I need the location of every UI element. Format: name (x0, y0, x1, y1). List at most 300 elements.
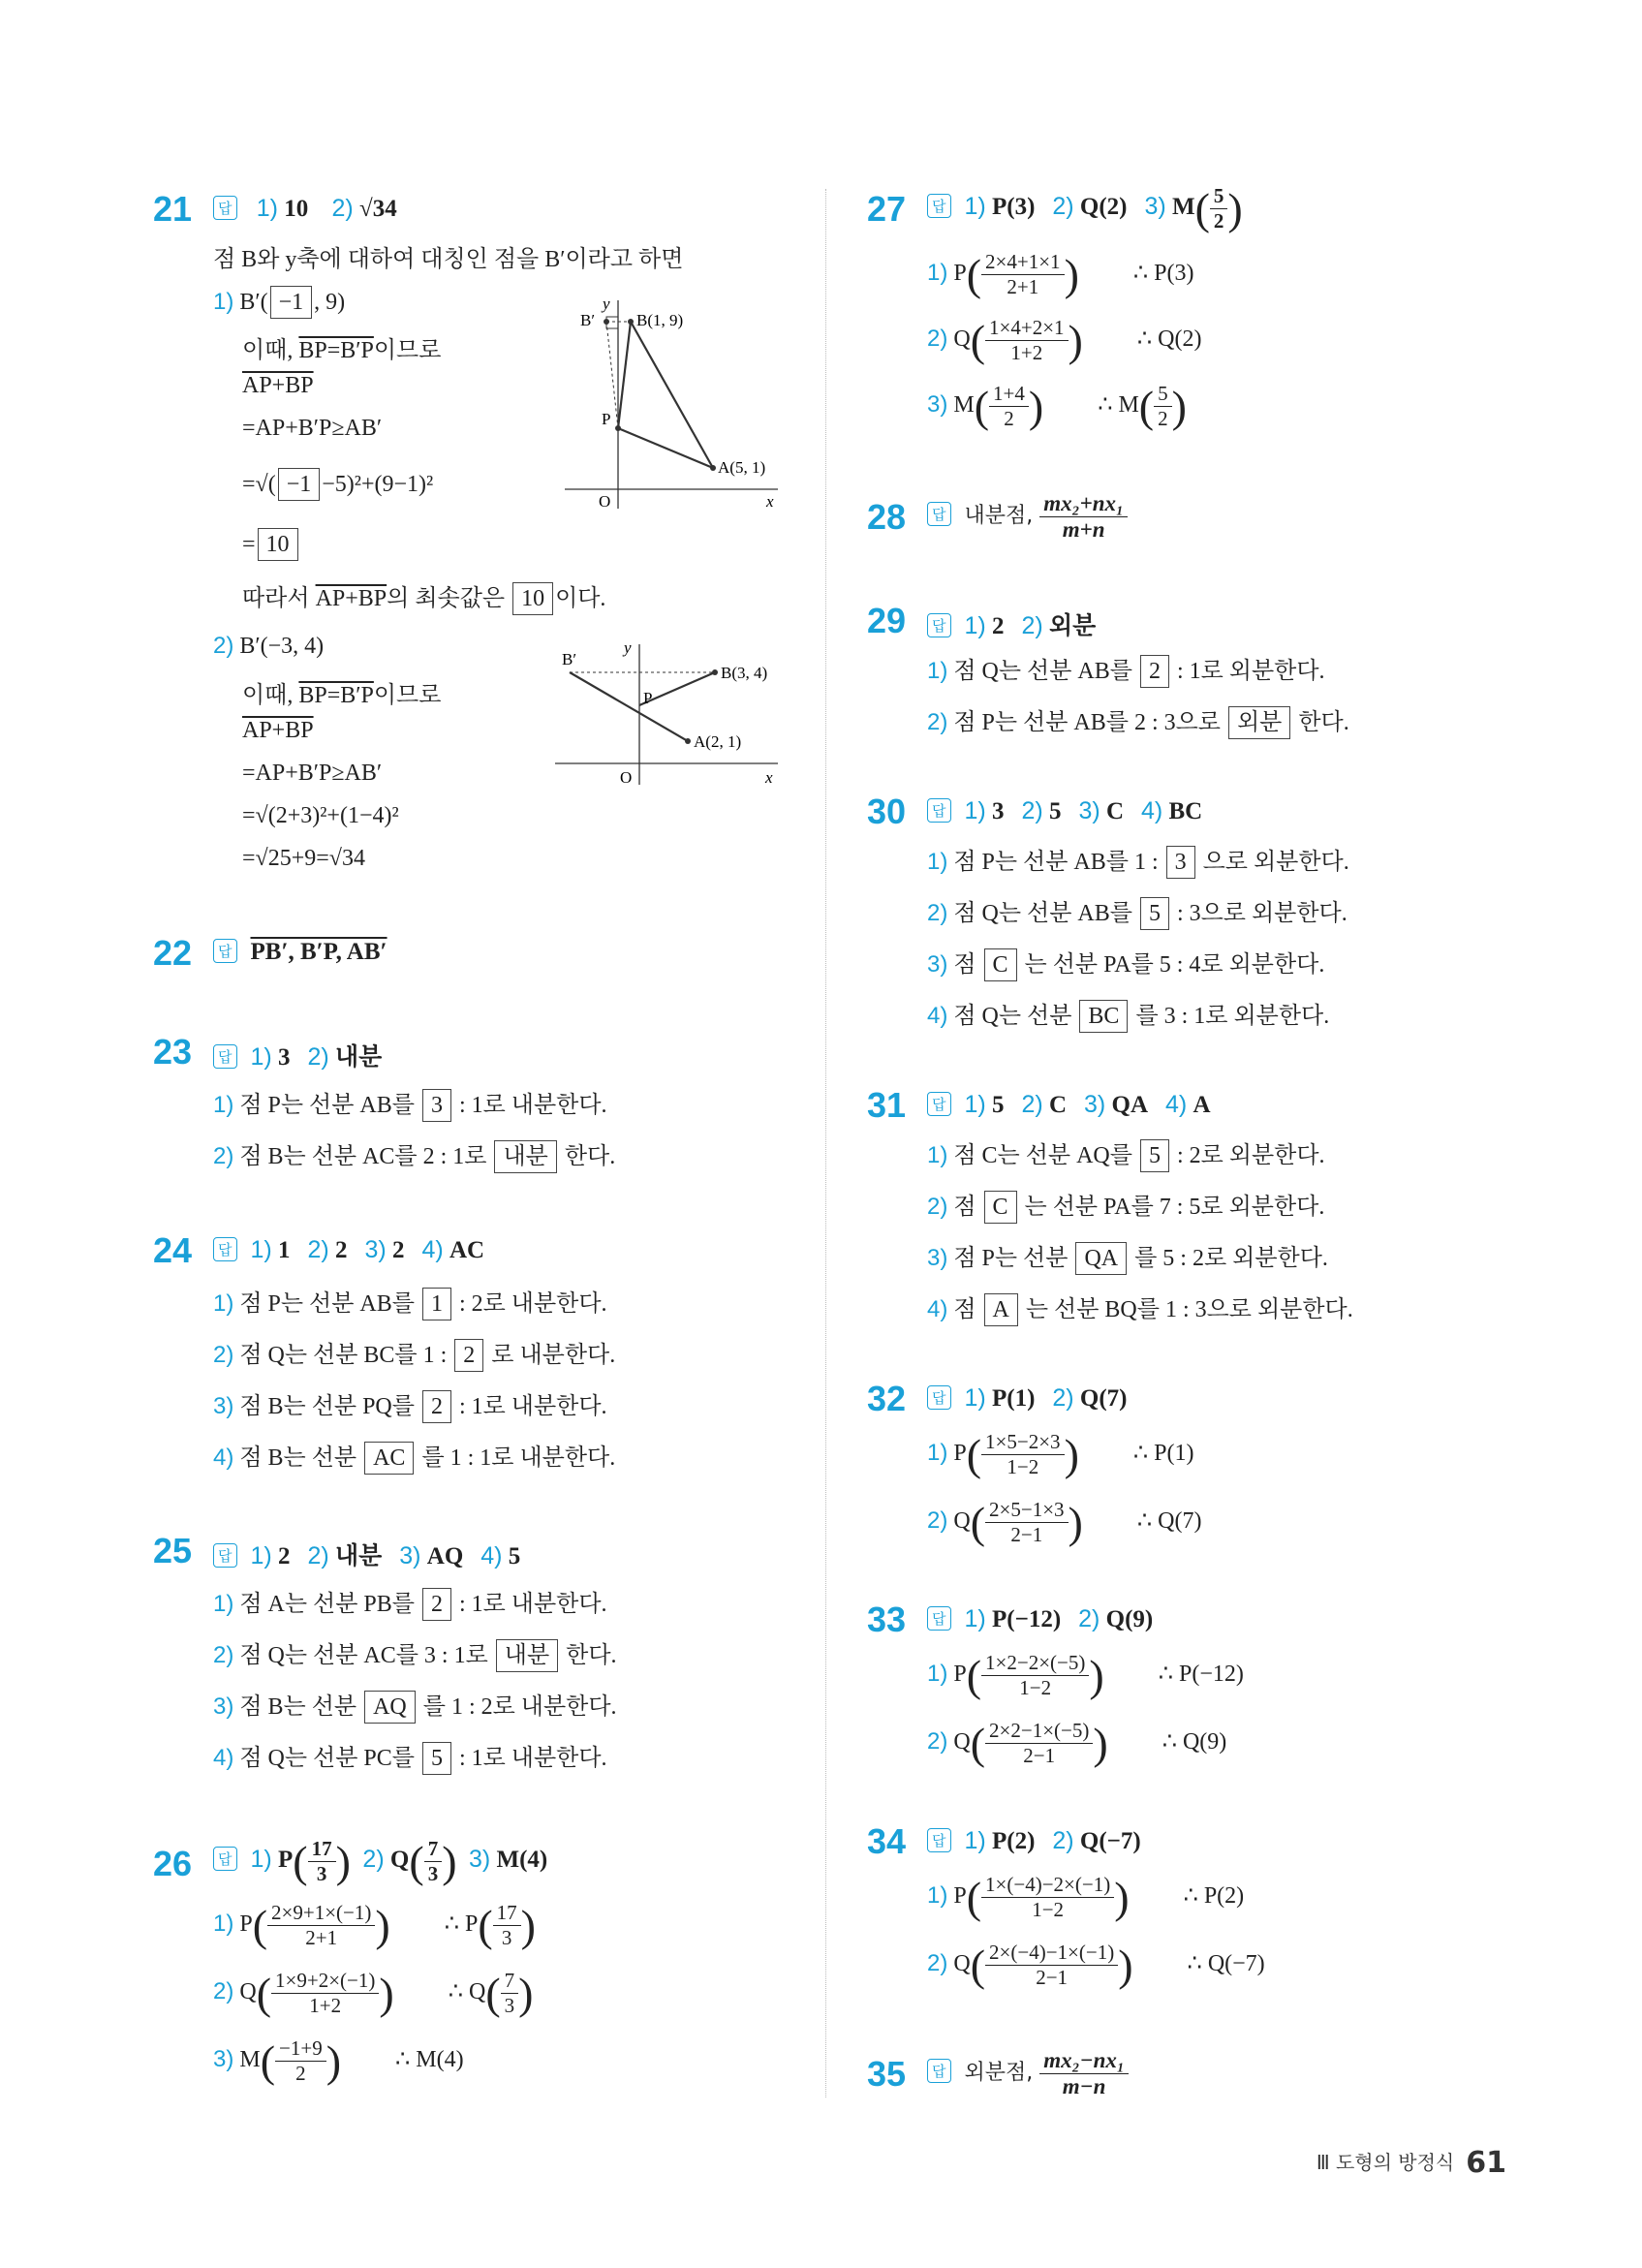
step-line (927, 945, 1324, 981)
label-a: A(2, 1) (694, 732, 742, 751)
answer-badge: 답 (213, 1044, 237, 1069)
answer-badge: 답 (927, 194, 951, 218)
sub-label: 1) (927, 1882, 948, 1910)
frac-num: 2×9+1×(−1) (267, 1901, 375, 1926)
sub-label: 2) (1021, 1091, 1043, 1118)
answer-line (213, 1236, 502, 1264)
answer-value: P(−12) (991, 1606, 1062, 1632)
sub-label: 2) (213, 1143, 234, 1169)
text: 내분점, (964, 504, 1040, 529)
answer-value: P(1) (991, 1385, 1036, 1412)
sub-label: 4) (927, 1296, 948, 1322)
sub-label: 3) (927, 1245, 948, 1271)
step-line (213, 1738, 607, 1775)
sub-label: 2) (927, 1507, 948, 1535)
blank-box: 2 (454, 1339, 483, 1372)
sub-label: 3) (1144, 193, 1166, 221)
text: 점 P는 선분 AB를 (233, 1291, 420, 1317)
text: : 1로 내분한다. (452, 1592, 607, 1617)
text: 점 Q는 선분 AB를 (947, 901, 1138, 926)
therefore: ∴ P (444, 1911, 479, 1938)
therefore: ∴ Q(2) (1136, 326, 1202, 353)
frac-den: 1−2 (1007, 1455, 1039, 1478)
label-origin: O (620, 768, 633, 787)
text: 점 Q는 선분 (947, 1004, 1078, 1029)
sub-label: 4) (480, 1542, 503, 1569)
step-line: 3) M( $\frac{1+4}{2}$ ) ∴ M( $\frac{5}{2}$ ) (927, 382, 1187, 431)
sub-label: 2) (307, 1542, 329, 1569)
answer-value: P(2) (991, 1828, 1036, 1854)
frac-den: m+n (1062, 517, 1105, 542)
text: 외분점, (964, 2061, 1040, 2086)
label-y: y (603, 295, 610, 313)
blank-box: −1 (278, 468, 321, 501)
answer-badge: 답 (927, 613, 951, 637)
blank-box: BC (1079, 1000, 1128, 1033)
frac-den: 2−1 (1023, 1744, 1056, 1767)
point-name: Q (953, 1951, 971, 1977)
sub-label: 4) (1165, 1091, 1188, 1118)
sub-label: 2) (331, 195, 354, 222)
problem-number: 22 (153, 933, 193, 973)
frac-den: 1−2 (1032, 1898, 1065, 1921)
step-line: 1) P( $\frac{1\times 2-2\times(-5)}{1-2}$ ) ∴ P(−12) (927, 1651, 1244, 1700)
segment: BP=B′P (298, 338, 374, 363)
sub-label: 1) (927, 658, 948, 684)
therefore: ∴ Q (448, 1979, 486, 2005)
sub-label: 3) (927, 391, 948, 419)
answer-value: 외분 (1048, 613, 1097, 639)
step-line (242, 330, 441, 364)
frac-den: 2−1 (1036, 1966, 1069, 1989)
therefore: ∴ Q(−7) (1187, 1951, 1265, 1977)
step-line (242, 468, 433, 501)
step-line (242, 528, 300, 561)
blank-box: 5 (422, 1742, 451, 1775)
text: 한다. (558, 1144, 616, 1169)
label-a: A(5, 1) (718, 458, 766, 477)
step-line (927, 842, 1349, 879)
sub-label: 1) (964, 1605, 986, 1632)
text: 점 B는 선분 (233, 1445, 363, 1471)
text: 점 B는 선분 PQ를 (233, 1394, 420, 1419)
problem-number: 31 (867, 1085, 907, 1125)
text: , 9) (314, 290, 346, 315)
problem-number: 26 (153, 1844, 193, 1883)
answer-badge: 답 (927, 798, 951, 823)
frac-den: 1+2 (1010, 341, 1043, 364)
label-b-prime: B′ (562, 650, 577, 668)
answer-line: 답 1) P(3) 2) Q(2) 3) M( $\frac{5}{2}$ ) (927, 183, 1243, 234)
page-number: 61 (1466, 2146, 1506, 2180)
answer-badge: 답 (213, 939, 237, 963)
text: −5)²+(9−1)² (322, 472, 434, 497)
problem-number: 25 (153, 1531, 193, 1570)
blank-box: 외분 (1228, 706, 1290, 739)
point-name: P (953, 1662, 967, 1688)
segment: AP+BP (315, 586, 387, 611)
sub-label: 2) (927, 900, 948, 926)
answer-value: 5 (508, 1543, 521, 1569)
point-name: Q (389, 1847, 410, 1874)
sub-label: 1) (250, 1846, 272, 1874)
point-name: Q (953, 326, 971, 353)
sub-label: 1) (927, 1142, 948, 1168)
frac-num: 1×4+2×1 (985, 316, 1069, 341)
answer-value: PB′, B′P, AB′ (250, 939, 387, 965)
therefore: ∴ M (1098, 392, 1139, 419)
frac-num: 1×5−2×3 (981, 1430, 1065, 1455)
answer-line (927, 1384, 1145, 1413)
text: 이다. (555, 586, 606, 611)
sub-label: 1) (927, 1661, 948, 1688)
frac-den: 2 (1004, 407, 1014, 430)
frac-den: 2−1 (1010, 1523, 1043, 1546)
blank-box: 1 (422, 1288, 451, 1320)
text: : 1로 내분한다. (452, 1746, 607, 1771)
step-line: 2) Q( $\frac{2\times(-4)-1\times(-1)}{2-1}$ ) ∴ Q(−7) (927, 1941, 1265, 1990)
frac-den: 2+1 (305, 1926, 338, 1949)
text: : 1로 내분한다. (452, 1093, 607, 1118)
answer-value: 10 (284, 196, 309, 222)
text: 으로 외분한다. (1196, 850, 1349, 875)
answer-value: BC (1168, 798, 1203, 824)
frac-num: 2×(−4)−1×(−1) (985, 1941, 1118, 1966)
answer-value: 내분 (334, 1543, 383, 1569)
text: 를 1 : 2로 내분한다. (417, 1694, 617, 1720)
sub-label: 4) (213, 1745, 234, 1771)
sub-label: 3) (1084, 1091, 1106, 1118)
answer-line (213, 1038, 399, 1072)
blank-box: C (984, 948, 1017, 981)
answer-value: 5 (1048, 798, 1062, 824)
sub-label: 2) (213, 1342, 234, 1368)
sub-label: 1) (250, 1236, 272, 1263)
segment-ap (618, 428, 713, 468)
sub-label: 1) (964, 797, 986, 824)
sub-label: 1) (250, 1043, 272, 1071)
answer-line (927, 491, 1128, 543)
answer-value: 내분 (334, 1044, 383, 1071)
problem-number: 30 (867, 792, 907, 831)
frac-den: 3 (501, 1926, 512, 1949)
text: 점 B는 선분 AC를 2 : 1로 (233, 1144, 493, 1169)
step-line (213, 1335, 615, 1372)
point-name: P (953, 1883, 967, 1910)
text: =√( (242, 472, 276, 497)
sub-label: 1) (964, 1091, 986, 1118)
answer-badge: 답 (213, 196, 237, 220)
text: 점 (947, 1297, 982, 1322)
frac-den: 3 (316, 1862, 327, 1885)
answer-badge: 답 (927, 502, 951, 526)
blank-box: 10 (258, 528, 298, 561)
sub-label: 2) (1052, 1827, 1074, 1854)
text: 이므로 (373, 683, 442, 708)
point-name: Q (953, 1729, 971, 1755)
frac-den: m−n (1062, 2074, 1106, 2098)
sub-label: 2) (1052, 193, 1074, 221)
answer-badge: 답 (927, 1092, 951, 1116)
text: 한다. (560, 1643, 617, 1668)
sub-label: 2) (927, 1728, 948, 1755)
answer-value: 3 (991, 798, 1005, 824)
step-line (927, 1238, 1328, 1275)
answer-badge: 답 (927, 1606, 951, 1631)
therefore: ∴ P(2) (1183, 1883, 1245, 1910)
step-line: 1) P( $\frac{1\times(-4)-2\times(-1)}{1-2}$ ) ∴ P(2) (927, 1873, 1245, 1922)
text: 점 P는 선분 AB를 (233, 1093, 420, 1118)
point-b-prime (604, 319, 609, 325)
sub-label: 3) (213, 1393, 234, 1419)
graph-21-1 (560, 295, 792, 513)
point-b (712, 669, 718, 675)
step-line: AP+BP (242, 373, 314, 398)
blank-box: 5 (1140, 1139, 1169, 1172)
answer-value: M(4) (496, 1847, 548, 1874)
text: 이므로 (373, 338, 442, 363)
problem-number: 27 (867, 189, 907, 229)
text: 점 P는 선분 AB를 1 : (947, 850, 1164, 875)
frac-num: 2×2−1×(−5) (985, 1719, 1093, 1744)
step-line (927, 1289, 1353, 1326)
sub-label: 1) (213, 1290, 234, 1317)
answer-value: AC (449, 1237, 485, 1263)
sub-label: 1) (927, 849, 948, 875)
answer-value: AQ (426, 1543, 464, 1569)
step-line: =AP+B′P≥AB′ (242, 761, 383, 786)
frac-den: 2 (1213, 209, 1224, 233)
graph-21-2 (550, 639, 792, 794)
answer-value: 1 (277, 1237, 291, 1263)
sub-label: 2) (213, 1978, 234, 2005)
point-name: P (277, 1847, 294, 1874)
sub-label: 4) (421, 1236, 444, 1263)
frac-num: 1×2−2×(−5) (981, 1651, 1089, 1676)
blank-box: AC (364, 1442, 414, 1475)
text: 로 내분한다. (485, 1343, 616, 1368)
problem-number: 21 (153, 189, 193, 229)
answer-value: Q(7) (1079, 1385, 1128, 1412)
text: 이때, (242, 683, 299, 708)
sub-label: 3) (213, 2046, 234, 2073)
label-b: B(1, 9) (636, 311, 684, 329)
step-line (242, 578, 605, 615)
blank-box: C (984, 1191, 1017, 1224)
frac-den: 3 (504, 1994, 515, 2017)
sub-label: 2) (1021, 612, 1043, 639)
frac-num: 17 (493, 1901, 521, 1926)
text: 따라서 (242, 586, 316, 611)
sub-label: 4) (927, 1003, 948, 1029)
blank-box: 3 (1166, 846, 1195, 879)
step-line (927, 996, 1329, 1033)
frac-num: 7 (501, 1969, 519, 1994)
step-line (927, 702, 1349, 739)
sub-label: 1) (927, 1440, 948, 1467)
answer-value: 3 (277, 1044, 291, 1071)
text: B′(−3, 4) (239, 634, 325, 659)
problem-number: 34 (867, 1821, 907, 1861)
step-line (927, 1135, 1325, 1172)
frac-num: 1×(−4)−2×(−1) (981, 1873, 1114, 1898)
answer-line (927, 2048, 1129, 2099)
blank-box: QA (1075, 1242, 1127, 1275)
step-line: 2) Q( $\frac{2\times 5-1\times 3}{2-1}$ ) ∴ Q(7) (927, 1498, 1202, 1547)
step-line: AP+BP (242, 718, 314, 743)
sub-label: 2) (1078, 1605, 1100, 1632)
frac-num: 1×9+2×(−1) (271, 1969, 379, 1994)
sub-label: 2) (213, 1642, 234, 1668)
text: 는 선분 PA를 5 : 4로 외분한다. (1018, 952, 1325, 978)
sub-label: 3) (213, 1693, 234, 1720)
step-line (927, 651, 1325, 688)
frac-num: 7 (424, 1837, 443, 1862)
sub-label: 2) (927, 1194, 948, 1220)
problem-number: 28 (867, 497, 907, 537)
text: 의 최솟값은 (387, 586, 511, 611)
therefore: ∴ Q(7) (1136, 1508, 1202, 1535)
text: : 2로 외분한다. (1170, 1143, 1325, 1168)
blank-box: 2 (1140, 655, 1169, 688)
point-name: Q (953, 1508, 971, 1535)
answer-value: QA (1111, 1092, 1149, 1118)
sub-label: 3) (364, 1236, 387, 1263)
step-line (213, 1085, 607, 1122)
problem-number: 23 (153, 1032, 193, 1072)
sub-label: 3) (469, 1846, 491, 1874)
answer-value: 2 (277, 1543, 291, 1569)
text: 는 선분 PA를 7 : 5로 외분한다. (1018, 1195, 1325, 1220)
sub-label: 3) (399, 1542, 421, 1569)
answer-value: P(3) (991, 194, 1036, 221)
answer-badge: 답 (927, 1828, 951, 1852)
answer-value: C (1105, 798, 1125, 824)
label-p: P (602, 410, 611, 428)
blank-box: 5 (1140, 897, 1169, 930)
answer-line (927, 1827, 1159, 1855)
page-footer (1317, 2146, 1506, 2180)
answer-badge: 답 (213, 1543, 237, 1568)
segment-ab-prime (570, 672, 688, 741)
step-line: 1) P( $\frac{1\times 5-2\times 3}{1-2}$ ) ∴ P(1) (927, 1430, 1194, 1479)
frac-num: 5 (1210, 184, 1228, 209)
text: B′( (239, 290, 268, 315)
step-line: 3) M( $\frac{-1+9}{2}$ ) ∴ M(4) (213, 2036, 464, 2086)
point-name: Q (239, 1979, 257, 2005)
text: : 1로 외분한다. (1170, 659, 1325, 684)
sub-label: 2) (927, 1950, 948, 1977)
step-line (213, 1284, 607, 1320)
problem-number: 32 (867, 1379, 907, 1418)
answer-value: 2 (334, 1237, 348, 1263)
therefore: ∴ P(3) (1132, 261, 1194, 287)
blank-box: 내분 (494, 1140, 556, 1173)
sub-label: 1) (213, 289, 234, 315)
sub-label: 2) (1052, 1384, 1074, 1412)
label-p: P (643, 689, 653, 707)
sub-label: 1) (213, 1591, 234, 1617)
answer-line (213, 195, 415, 223)
text: 점 Q는 선분 AC를 3 : 1로 (233, 1643, 494, 1668)
step-line (213, 1635, 617, 1672)
text: 이때, (242, 338, 299, 363)
frac-num: −1+9 (275, 2036, 326, 2062)
answer-line (213, 1537, 538, 1571)
sub-label: 1) (213, 1092, 234, 1118)
text: 는 선분 BQ를 1 : 3으로 외분한다. (1019, 1297, 1353, 1322)
point-name: P (239, 1911, 253, 1938)
answer-value: Q(9) (1105, 1606, 1154, 1632)
frac-den: 2 (295, 2062, 306, 2085)
frac-den: 2 (1158, 407, 1168, 430)
blank-box: 10 (512, 582, 553, 615)
text: 한다. (1292, 710, 1349, 735)
frac-num: 5 (1154, 382, 1172, 407)
sub-label: 2) (213, 633, 234, 659)
text: 점 B는 선분 (233, 1694, 363, 1720)
step-line: =√25+9=√34 (242, 846, 365, 871)
text: = (242, 532, 256, 557)
text: 점 Q는 선분 BC를 1 : (233, 1343, 453, 1368)
sub-label: 2) (362, 1846, 385, 1874)
sub-label: 1) (964, 612, 986, 639)
blank-box: A (984, 1293, 1018, 1326)
blank-box: 3 (422, 1089, 451, 1122)
text: : 3으로 외분한다. (1170, 901, 1348, 926)
step-line: =AP+B′P≥AB′ (242, 416, 383, 441)
frac-num: mx₂+nx₁ (1039, 491, 1128, 517)
answer-value: A (1193, 1092, 1211, 1118)
blank-box: 2 (422, 1390, 451, 1423)
sub-label: 1) (964, 1384, 986, 1412)
frac-num: 2×5−1×3 (985, 1498, 1069, 1523)
text: : 2로 내분한다. (452, 1291, 607, 1317)
sub-label: 2) (1021, 797, 1043, 824)
answer-badge: 답 (213, 1847, 237, 1871)
answer-badge: 답 (927, 2059, 951, 2083)
column-divider (825, 189, 826, 2097)
frac-den: 1+2 (309, 1994, 342, 2017)
text: 를 3 : 1로 외분한다. (1130, 1004, 1330, 1029)
point-name: M (1171, 194, 1195, 221)
step-line (213, 1136, 615, 1173)
step-line (213, 633, 324, 660)
point-name: M (239, 2047, 261, 2073)
chapter-title: Ⅲ 도형의 방정식 (1316, 2151, 1455, 2174)
frac-num: 1+4 (989, 382, 1029, 407)
step-line: 2) Q( $\frac{1\times 4+2\times 1}{1+2}$ ) ∴ Q(2) (927, 316, 1202, 365)
step-line: 1) P( $\frac{2\times 4+1\times 1}{2+1}$ ) ∴ P(3) (927, 250, 1194, 299)
text: 점 (947, 952, 982, 978)
problem-number: 33 (867, 1600, 907, 1639)
point-a (685, 738, 691, 744)
answer-value: 5 (991, 1092, 1005, 1118)
label-b: B(3, 4) (721, 664, 768, 682)
sub-label: 2) (307, 1236, 329, 1263)
text: 점 C는 선분 AQ를 (947, 1143, 1138, 1168)
sub-label: 1) (213, 1911, 234, 1938)
sub-label: 2) (927, 709, 948, 735)
point-name: P (953, 261, 967, 287)
answer-value: Q(2) (1079, 194, 1128, 221)
step-line (927, 1187, 1324, 1224)
answer-value: √34 (358, 196, 397, 222)
text: 점 Q는 선분 AB를 (947, 659, 1138, 684)
frac-num: 2×4+1×1 (981, 250, 1065, 275)
intro-text: 점 B와 y축에 대하여 대칭인 점을 B′이라고 하면 (213, 247, 684, 272)
step-line: 2) Q( $\frac{2\times 2-1\times(-5)}{2-1}$ ) ∴ Q(9) (927, 1719, 1227, 1768)
